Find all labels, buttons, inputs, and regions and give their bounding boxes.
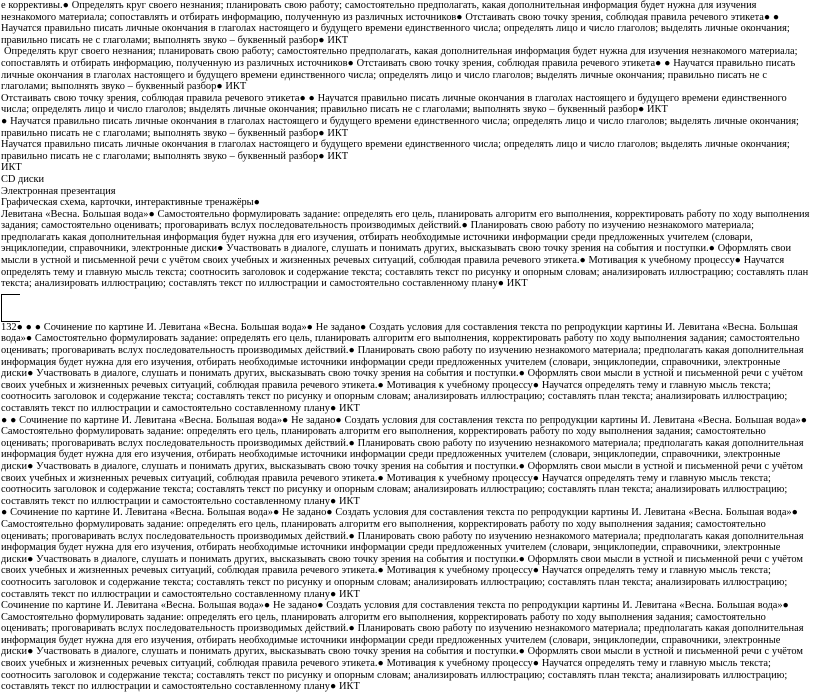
paragraph-essay-2: ● ● Сочинение по картине И. Левитана «Весна. Большая вода»● Не задано● Создать условия для составления текста по репродукции картины И. Левитана «Весна. Большая вода»● Самостоятельно формулировать задание: определять его цель, планировать алгоритм его выполнения, корректировать работу по ходу выполнения задания; самостоятельно оценивать; проговаривать вслух последовательность производимых действий.● Планировать свою работу по изучению незнакомого материала; предполагать какая дополнительная информация будет нужна для его изучения, отбирать необходимые источники информации среди предложенных учителем (словари, энциклопедии, справочники, электронные диски● Участвовать в диалоге, слушать и понимать других, высказывать свою точку зрения на события и поступки.● Оформлять свои мысли в устной и письменной речи с учётом своих учебных и жизненных речевых ситуаций, соблюдая правила речевого этикета.● Мотивация к учебному процессу● Научатся определять тему и главную мысль текста; соотносить заголовок и содержание текста; составлять текст по рисунку и опорным словам; анализировать иллюстрацию; составлять план текста; анализировать иллюстрацию; составлять текст по иллюстрации и самостоятельно составленному плану● ИКТ [1, 414, 807, 507]
line-graphic-scheme: Графическая схема, карточки, интерактивные тренажёры● [1, 197, 260, 209]
document-body [1, 0, 813, 693]
paragraph-3: Отстаивать свою точку зрения, соблюдая правила речевого этикета● ● Научатся правильно писать личные окончания в глаголах настоящего и будущего времени единственного числа; определять лицо и число глаголов; выделять личные окончания; правильно писать не с глаголами; выполнять звуко – буквенный разбор● ИКТ [1, 92, 787, 116]
line-presentation: Электронная презентация [1, 185, 116, 197]
paragraph-2: Определять круг своего незнания; планировать свою работу; самостоятельно предполагать, какая дополнительная информация будет нужна для изучения незнакомого материала; сопоставлять и отбирать информацию, полученную из различных источников● Отстаивать свою точку зрения, соблюдая правила речевого этикета● ● Научатся правильно писать личные окончания в глаголах настоящего и будущего времени единственного числа; определять лицо и число глаголов; выделять личные окончания; правильно писать не с глаголами; выполнять звуко – буквенный разбор● ИКТ [1, 46, 798, 93]
paragraph-essay-3: ● Сочинение по картине И. Левитана «Весна. Большая вода»● Не задано● Создать условия для составления текста по репродукции картины И. Левитана «Весна. Большая вода»● Самостоятельно формулировать задание: определять его цель, планировать алгоритм его выполнения, корректировать работу по ходу выполнения задания; самостоятельно оценивать; проговаривать вслух последовательность производимых действий.● Планировать свою работу по изучению незнакомого материала; предполагать какая дополнительная информация будет нужна для его изучения, отбирать необходимые источники информации среди предложенных учителем (словари, энциклопедии, справочники, электронные диски● Участвовать в диалоге, слушать и понимать других, высказывать свою точку зрения на события и поступки.● Оформлять свои мысли в устной и письменной речи с учётом своих учебных и жизненных речевых ситуаций, соблюдая правила речевого этикета.● Мотивация к учебному процессу● Научатся определять тему и главную мысль текста; соотносить заголовок и содержание текста; составлять текст по рисунку и опорным словам; анализировать иллюстрацию; составлять план текста; анализировать иллюстрацию; составлять текст по иллюстрации и самостоятельно составленному плану● ИКТ [1, 507, 804, 600]
line-ikt: ИКТ [1, 162, 22, 174]
paragraph-essay-4: Сочинение по картине И. Левитана «Весна. Большая вода»● Не задано● Создать условия для составления текста по репродукции картины И. Левитана «Весна. Большая вода»● Самостоятельно формулировать задание: определять его цель, планировать алгоритм его выполнения, корректировать работу по ходу выполнения задания; самостоятельно оценивать; проговаривать вслух последовательность производимых действий.● Планировать свою работу по изучению незнакомого материала; предполагать какая дополнительная информация будет нужна для его изучения, отбирать необходимые источники информации среди предложенных учителем (словари, энциклопедии, справочники, электронные диски● Участвовать в диалоге, слушать и понимать других, высказывать свою точку зрения на события и поступки.● Оформлять свои мысли в устной и письменной речи с учётом своих учебных и жизненных речевых ситуаций, соблюдая правила речевого этикета.● Мотивация к учебному процессу● Научатся определять тему и главную мысль текста; соотносить заголовок и содержание текста; составлять текст по рисунку и опорным словам; анализировать иллюстрацию; составлять план текста; анализировать иллюстрацию; составлять текст по иллюстрации и самостоятельно составленному плану● ИКТ [1, 600, 804, 693]
paragraph-5: Научатся правильно писать личные окончания в глаголах настоящего и будущего времени единственного числа; определять лицо и число глаголов; выделять личные окончания; правильно писать не с глаголами; выполнять звуко – буквенный разбор● ИКТ [1, 139, 790, 162]
line-cd-disks: CD диски [1, 173, 45, 185]
paragraph-4: ● Научатся правильно писать личные окончания в глаголах настоящего и будущего времени единственного числа; определять лицо и число глаголов; выделять личные окончания; правильно писать не с глаголами; выполнять звуко – буквенный разбор● ИКТ [1, 115, 799, 139]
paragraph-132: 132● ● ● Сочинение по картине И. Левитана «Весна. Большая вода»● Не задано● Создать условия для составления текста по репродукции картины И. Левитана «Весна. Большая вода»● Самостоятельно формулировать задание: определять его цель, планировать алгоритм его выполнения, корректировать работу по ходу выполнения задания; самостоятельно оценивать; проговаривать вслух последовательность производимых действий.● Планировать свою работу по изучению незнакомого материала; предполагать какая дополнительная информация будет нужна для его изучения, отбирать необходимые источники информации среди предложенных учителем (словари, энциклопедии, справочники, электронные диски● Участвовать в диалоге, слушать и понимать других, высказывать свою точку зрения на события и поступки.● Оформлять свои мысли в устной и письменной речи с учётом своих учебных и жизненных речевых ситуаций, соблюдая правила речевого этикета.● Мотивация к учебному процессу● Научатся определять тему и главную мысль текста; соотносить заголовок и содержание текста; составлять текст по рисунку и опорным словам; анализировать иллюстрацию; составлять план текста; анализировать иллюстрацию; составлять текст по иллюстрации и самостоятельно составленному плану● ИКТ [1, 321, 804, 414]
paragraph-levitan: Левитана «Весна. Большая вода»● Самостоятельно формулировать задание: определять его цель, планировать алгоритм его выполнения, корректировать работу по ходу выполнения задания; самостоятельно оценивать; проговаривать вслух последовательность производимых действий.● Планировать свою работу по изучению незнакомого материала; предполагать какая дополнительная информация будет нужна для его изучения, отбирать необходимые источники информации среди предложенных учителем (словари, энциклопедии, справочники, электронные диски● Участвовать в диалоге, слушать и понимать других, высказывать свою точку зрения на события и поступки.● Оформлять свои мысли в устной и письменной речи с учётом своих учебных и жизненных речевых ситуаций, соблюдая правила речевого этикета.● Мотивация к учебному процессу● Научатся определять тему и главную мысль текста; соотносить заголовок и содержание текста; составлять текст по рисунку и опорным словам; анализировать иллюстрацию; составлять план текста; анализировать иллюстрацию; составлять текст по иллюстрации и самостоятельно составленному плану● ИКТ [1, 208, 810, 290]
empty-table-cell-box [1, 294, 20, 322]
paragraph-1: е коррективы.● Определять круг своего незнания; планировать свою работу; самостоятельно предполагать, какая дополнительная информация будет нужна для изучения незнакомого материала; сопоставлять и отбирать информацию, полученную из различных источников● Отстаивать свою точку зрения, соблюдая правила речевого этикета● ● Научатся правильно писать личные окончания в глаголах настоящего и будущего времени единственного числа; определять лицо и число глаголов; выделять личные окончания; правильно писать не с глаголами; выполнять звуко – буквенный разбор● ИКТ [1, 0, 790, 46]
